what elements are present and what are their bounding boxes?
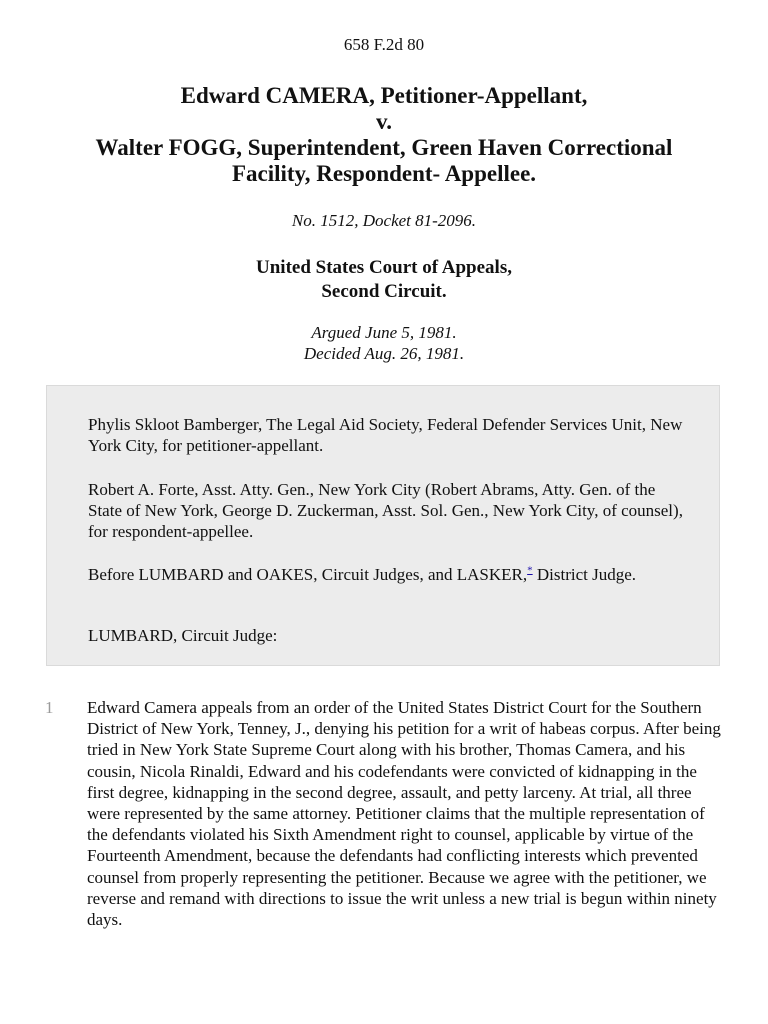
panel-judges-text: Before LUMBARD and OAKES, Circuit Judges, and LASKER,	[88, 565, 528, 584]
petitioner-counsel: Phylis Skloot Bamberger, The Legal Aid Society, Federal Defender Services Unit, New York City, for petitioner-appellant.	[88, 415, 683, 455]
case-citation: 658 F.2d 80	[343, 35, 425, 54]
appellee-line-1: Walter FOGG, Superintendent, Green Haven Correctional	[95, 135, 673, 160]
counsel-box	[46, 385, 720, 666]
versus-line: v.	[376, 109, 392, 134]
argued-date: Argued June 5, 1981.	[311, 323, 457, 342]
respondent-counsel: Robert A. Forte, Asst. Atty. Gen., New York City (Robert Abrams, Atty. Gen. of the State of New York, George D. Zuckerman, Asst. Sol. Gen., New York City, of counsel), for respondent-appellee.	[88, 480, 683, 541]
appellee-line-2: Facility, Respondent- Appellee.	[231, 161, 537, 186]
opinion-author: LUMBARD, Circuit Judge:	[88, 626, 278, 645]
docket-number: No. 1512, Docket 81-2096.	[291, 211, 477, 230]
paragraph-number: 1	[45, 698, 54, 717]
footnote-link[interactable]: *	[527, 564, 533, 577]
case-caption	[0, 83, 768, 187]
panel-judges-text-end: District Judge.	[532, 565, 637, 584]
opinion-paragraph: Edward Camera appeals from an order of the United States District Court for the Southern District of New York, Tenney, J., denying his petition for a writ of habeas corpus. After being tried in New York State Supreme Court along with his brother, Thomas Camera, and his cousin, Nicola Rinaldi, Edward and his codefendants were convicted of kidnapping in the first degree, kidnapping in the second degree, assault, and petty larceny. At trial, all three were represented by the same attorney. Petitioner claims that the multiple representation of the defendants violated his Sixth Amendment right to counsel, applicable by virtue of the Fourteenth Amendment, because the defendants had conflicting interests which prevented counsel from properly representing the petitioner. Because we agree with the petitioner, we reverse and remand with directions to issue the writ unless a new trial is begun within ninety days.	[87, 698, 721, 930]
court-name-line-2: Second Circuit.	[321, 281, 447, 302]
case-dates	[0, 322, 768, 364]
appellant-line: Edward CAMERA, Petitioner-Appellant,	[180, 83, 588, 108]
panel-judges	[88, 564, 688, 585]
decided-date: Decided Aug. 26, 1981.	[303, 344, 465, 363]
court-name-line-1: United States Court of Appeals,	[256, 257, 512, 278]
court-name	[0, 256, 768, 304]
